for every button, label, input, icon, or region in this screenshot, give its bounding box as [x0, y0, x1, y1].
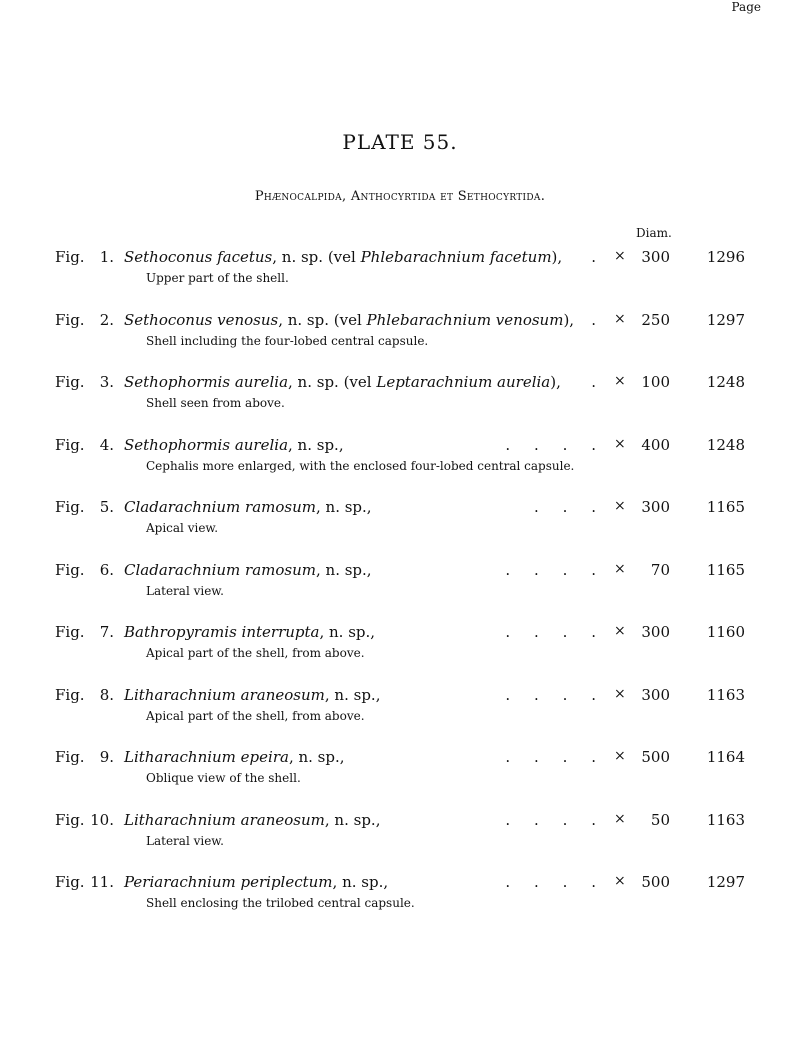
figure-line — [0, 623, 800, 645]
figure-note: Shell enclosing the trilobed central capsule. — [146, 896, 415, 910]
page-number: 1164 — [706, 748, 745, 766]
figure-line — [0, 873, 800, 895]
figure-description — [124, 686, 380, 704]
fig-number: 9. — [99, 748, 114, 766]
times-sign: × — [614, 810, 626, 827]
times-sign: × — [614, 560, 626, 577]
fig-label: Fig. — [55, 873, 85, 891]
figure-entry — [0, 498, 800, 558]
species-name: Sethophormis aurelia — [124, 435, 289, 454]
species-name: Cladarachnium ramosum — [124, 498, 316, 516]
fig-label: Fig. — [55, 685, 85, 704]
species-qualifier: , n. sp., — [324, 810, 381, 829]
magnification: 250 — [641, 310, 670, 329]
leader-dots: . . . . — [505, 810, 596, 829]
page-number: 1163 — [706, 685, 745, 704]
species-qualifier: , n. sp., — [288, 748, 345, 766]
magnification: 400 — [641, 435, 670, 454]
fig-label: Fig. — [55, 810, 85, 829]
species-name: Sethoconus facetus — [124, 248, 273, 266]
species-name: Litharachnium araneosum — [124, 810, 325, 829]
alternate-name: Leptarachnium aurelia — [376, 373, 551, 391]
figure-entry — [0, 623, 800, 683]
figure-entry — [0, 561, 800, 621]
figure-entry — [0, 748, 800, 808]
fig-number: 7. — [99, 623, 114, 641]
fig-number: 5. — [99, 498, 114, 516]
figure-entry — [0, 873, 800, 933]
diam-column-header: Diam. — [636, 226, 672, 240]
figure-entry — [0, 373, 800, 433]
figure-entry — [0, 686, 800, 746]
figure-note: Apical view. — [146, 521, 219, 535]
figure-line — [0, 248, 800, 270]
leader-dots: . — [591, 248, 596, 266]
figure-line — [0, 811, 800, 833]
figure-line — [0, 561, 800, 583]
page-number: 1165 — [706, 498, 745, 516]
alternate-name: Phlebarachnium venosum — [366, 310, 564, 329]
figure-line — [0, 686, 800, 708]
figure-note: Lateral view. — [146, 583, 224, 598]
magnification: 300 — [641, 623, 670, 641]
page-column-header: Page — [731, 0, 761, 14]
times-sign: × — [614, 873, 626, 889]
figure-description — [124, 811, 380, 829]
page-number: 1163 — [706, 810, 745, 829]
page-number: 1160 — [706, 623, 745, 641]
leader-dots: . — [591, 373, 596, 391]
fig-number: 6. — [99, 560, 114, 579]
closing-paren: ), — [563, 310, 575, 329]
species-name: Sethoconus venosus — [124, 310, 279, 329]
fig-number: 3. — [99, 373, 114, 391]
leader-dots: . . . . — [505, 748, 596, 766]
species-name: Cladarachnium ramosum — [124, 560, 316, 579]
species-qualifier: , n. sp., — [319, 623, 376, 641]
alternate-name: Phlebarachnium facetum — [360, 248, 552, 266]
figure-entry — [0, 436, 800, 496]
magnification: 300 — [641, 498, 670, 516]
species-qualifier: , n. sp. (vel — [278, 310, 367, 329]
magnification: 500 — [641, 748, 670, 766]
times-sign: × — [614, 685, 626, 702]
magnification: 300 — [641, 685, 670, 704]
species-name: Periarachnium periplectum — [124, 873, 333, 891]
figure-note: Apical part of the shell, from above. — [146, 708, 365, 723]
family-title: Phænocalpida, Anthocyrtida et Sethocyrtida. — [254, 189, 546, 204]
species-name: Bathropyramis interrupta — [124, 623, 320, 641]
fig-number: 2. — [99, 310, 114, 329]
species-qualifier: , n. sp. (vel — [288, 373, 377, 391]
fig-label: Fig. — [55, 748, 85, 766]
figure-note: Apical part of the shell, from above. — [146, 646, 365, 660]
page-number: 1297 — [706, 310, 745, 329]
figure-note: Lateral view. — [146, 833, 224, 848]
leader-dots: . . . . — [505, 873, 596, 891]
times-sign: × — [614, 248, 626, 264]
times-sign: × — [614, 498, 626, 514]
fig-label: Fig. — [55, 560, 85, 579]
times-sign: × — [614, 435, 626, 452]
times-sign: × — [614, 373, 626, 389]
figure-note: Oblique view of the shell. — [146, 771, 301, 785]
fig-number: 8. — [99, 685, 114, 704]
fig-label: Fig. — [55, 373, 85, 391]
figure-line — [0, 498, 800, 520]
leader-dots: . . . — [534, 498, 596, 516]
figure-description — [124, 561, 372, 579]
page-number: 1165 — [706, 560, 745, 579]
figure-entry — [0, 811, 800, 871]
species-name: Litharachnium araneosum — [124, 685, 325, 704]
leader-dots: . . . . — [505, 560, 596, 579]
fig-label: Fig. — [55, 435, 85, 454]
times-sign: × — [614, 748, 626, 764]
species-qualifier: , n. sp., — [316, 560, 372, 579]
fig-label: Fig. — [55, 248, 85, 266]
species-name: Litharachnium epeira — [124, 748, 289, 766]
magnification: 100 — [641, 373, 670, 391]
leader-dots: . — [591, 310, 596, 329]
figure-entry — [0, 248, 800, 308]
fig-number: 4. — [99, 435, 114, 454]
figure-line — [0, 373, 800, 395]
times-sign: × — [614, 310, 626, 327]
fig-number: 11. — [90, 873, 114, 891]
figure-description — [124, 623, 375, 641]
figure-note: Cephalis more enlarged, with the enclosed four-lobed central capsule. — [146, 458, 575, 473]
species-qualifier: , n. sp., — [332, 873, 389, 891]
closing-paren: ), — [550, 373, 561, 391]
page-number: 1248 — [706, 373, 745, 391]
figure-description — [124, 748, 345, 766]
fig-label: Fig. — [55, 623, 85, 641]
closing-paren: ), — [551, 248, 563, 266]
times-sign: × — [614, 623, 626, 639]
magnification: 500 — [641, 873, 670, 891]
species-name: Sethophormis aurelia — [124, 373, 289, 391]
figure-note: Shell including the four-lobed central capsule. — [146, 333, 429, 348]
fig-label: Fig. — [55, 498, 85, 516]
leader-dots: . . . . — [505, 623, 596, 641]
leader-dots: . . . . — [505, 685, 596, 704]
species-qualifier: , n. sp., — [324, 685, 381, 704]
fig-label: Fig. — [55, 310, 85, 329]
magnification: 300 — [641, 248, 670, 266]
plate-title: PLATE 55. — [342, 130, 458, 154]
fig-number: 10. — [90, 810, 114, 829]
figure-line — [0, 311, 800, 333]
figure-description — [124, 436, 344, 454]
figure-line — [0, 436, 800, 458]
figure-line — [0, 748, 800, 770]
figure-description — [124, 498, 372, 516]
leader-dots: . . . . — [505, 435, 596, 454]
species-qualifier: , n. sp., — [288, 435, 344, 454]
fig-number: 1. — [99, 248, 114, 266]
magnification: 50 — [650, 810, 670, 829]
page-number: 1297 — [706, 873, 745, 891]
figure-entry — [0, 311, 800, 371]
figure-note: Shell seen from above. — [146, 396, 285, 410]
page-number: 1296 — [706, 248, 745, 266]
figure-description — [124, 873, 388, 891]
species-qualifier: , n. sp., — [316, 498, 372, 516]
magnification: 70 — [650, 560, 670, 579]
figure-note: Upper part of the shell. — [146, 271, 289, 285]
page-number: 1248 — [706, 435, 745, 454]
species-qualifier: , n. sp. (vel — [272, 248, 361, 266]
